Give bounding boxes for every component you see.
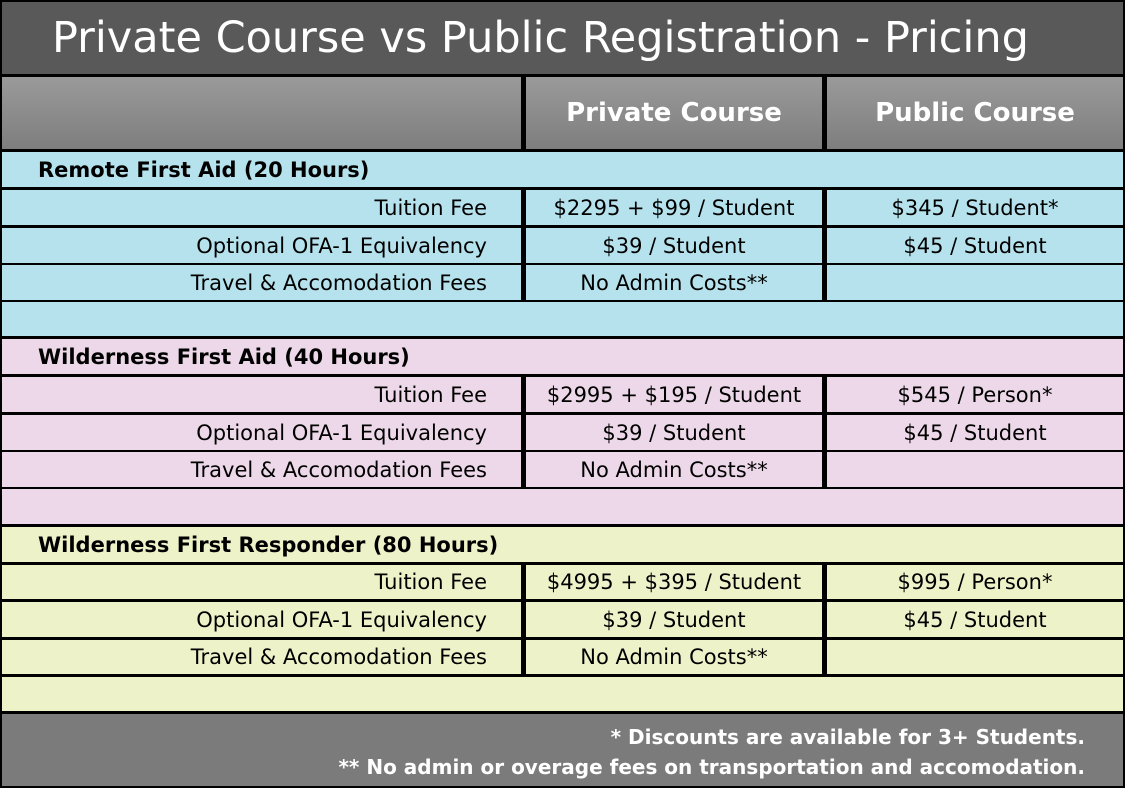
table-row <box>0 228 1125 263</box>
header-blank-cell <box>2 77 521 149</box>
row-label: Optional OFA-1 Equivalency <box>2 602 521 637</box>
footnote-discounts: * Discounts are available for 3+ Students. <box>610 725 1085 749</box>
section-spacer-row <box>0 302 1125 337</box>
private-price: $2995 + $195 / Student <box>526 377 822 412</box>
row-label: Optional OFA-1 Equivalency <box>2 228 521 263</box>
row-label: Tuition Fee <box>2 565 521 599</box>
section-title: Wilderness First Aid (40 Hours) <box>2 339 1123 374</box>
table-row <box>0 190 1125 225</box>
section-title: Wilderness First Responder (80 Hours) <box>2 527 1123 562</box>
section-title-row <box>0 527 1125 562</box>
public-price <box>827 265 1123 300</box>
section-spacer-row <box>0 677 1125 712</box>
table-row <box>0 265 1125 300</box>
public-price <box>827 452 1123 487</box>
table-row <box>0 377 1125 412</box>
private-price: $39 / Student <box>526 602 822 637</box>
table-row <box>0 452 1125 487</box>
row-label: Travel & Accomodation Fees <box>2 452 521 487</box>
row-label: Travel & Accomodation Fees <box>2 640 521 674</box>
row-label: Tuition Fee <box>2 190 521 225</box>
header-public-course: Public Course <box>827 77 1123 149</box>
footnotes <box>2 714 1123 786</box>
private-price: $4995 + $395 / Student <box>526 565 822 599</box>
public-price: $45 / Student <box>827 415 1123 450</box>
private-price: No Admin Costs** <box>526 265 822 300</box>
row-label: Travel & Accomodation Fees <box>2 265 521 300</box>
public-price: $545 / Person* <box>827 377 1123 412</box>
public-price <box>827 640 1123 674</box>
table-row <box>0 565 1125 600</box>
page-title: Private Course vs Public Registration - Pricing <box>2 2 1123 74</box>
private-price: No Admin Costs** <box>526 640 822 674</box>
public-price: $995 / Person* <box>827 565 1123 599</box>
header-private-course: Private Course <box>526 77 822 149</box>
public-price: $45 / Student <box>827 602 1123 637</box>
section-spacer <box>2 302 1123 336</box>
footnote-admin-fees: ** No admin or overage fees on transportation and accomodation. <box>338 755 1085 779</box>
public-price: $345 / Student* <box>827 190 1123 225</box>
section-title: Remote First Aid (20 Hours) <box>2 152 1123 187</box>
section-spacer-row <box>0 489 1125 524</box>
private-price: $39 / Student <box>526 415 822 450</box>
public-price: $45 / Student <box>827 228 1123 263</box>
private-price: $2295 + $99 / Student <box>526 190 822 225</box>
section-title-row <box>0 339 1125 374</box>
section-spacer <box>2 677 1123 711</box>
table-row <box>0 602 1125 637</box>
section-spacer <box>2 489 1123 524</box>
table-row <box>0 415 1125 450</box>
row-label: Tuition Fee <box>2 377 521 412</box>
section-title-row <box>0 152 1125 187</box>
table-row <box>0 640 1125 675</box>
table-header <box>0 77 1125 149</box>
row-label: Optional OFA-1 Equivalency <box>2 415 521 450</box>
private-price: No Admin Costs** <box>526 452 822 487</box>
private-price: $39 / Student <box>526 228 822 263</box>
